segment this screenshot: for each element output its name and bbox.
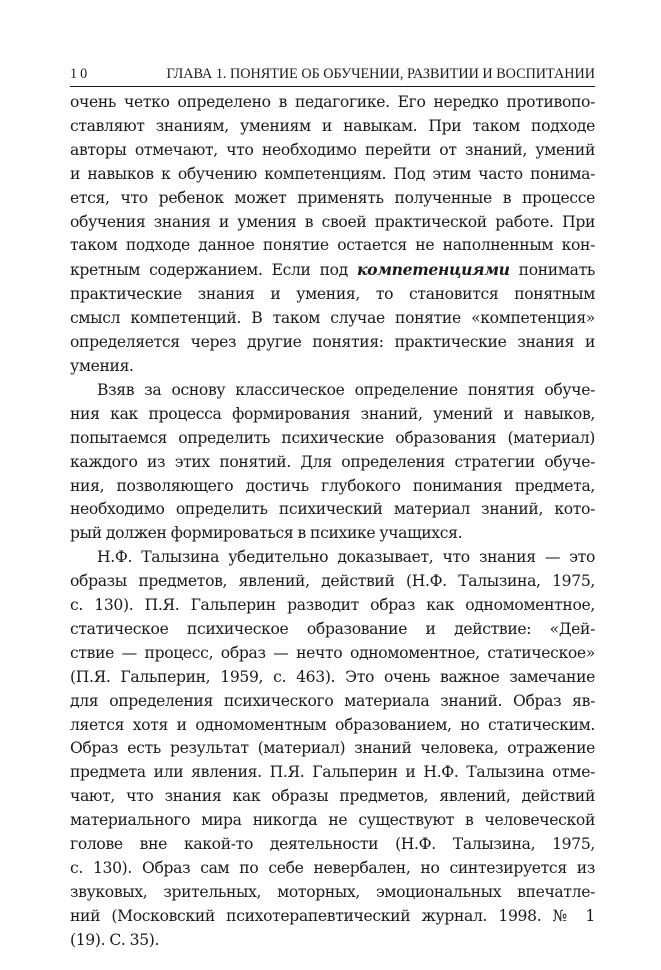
text-line: материального мира никогда не существуют в человеческой (70, 811, 595, 830)
body-text (70, 91, 595, 953)
text-line: попытаемся определить психические образования (материал) (70, 428, 595, 447)
text-line: очень четко определено в педагогике. Его нередко противопо- (70, 93, 595, 111)
text-line: предмета или явления. П.Я. Гальперин и Н.Ф. Талызина отме- (70, 763, 595, 782)
text-line: (19). С. 35). (70, 930, 160, 949)
paragraph-2 (70, 379, 595, 546)
text-line: Взяв за основу классическое определение понятия обуче- (97, 380, 595, 399)
text-line: с. 130). П.Я. Гальперин разводит образ как одномоментное, (70, 596, 595, 615)
text-line: Н.Ф. Талызина убедительно доказывает, что знания — это (97, 548, 595, 567)
text-segment: понимать (509, 261, 595, 280)
text-line: определяется через другие понятия: практические знания и (70, 333, 595, 352)
text-line: голове вне какой-то деятельности (Н.Ф. Талызина, 1975, (70, 835, 595, 854)
emphasized-term: компетенциями (356, 260, 510, 280)
text-line: звуковых, зрительных, моторных, эмоциональных впечатле- (70, 882, 595, 901)
text-line: рый должен формироваться в психике учащихся. (70, 524, 463, 543)
text-line: таком подходе данное понятие остается не наполненным кон- (70, 236, 595, 255)
text-line: статическое психическое образование и действие: «Дей- (70, 619, 595, 638)
text-line: для определения психического материала знаний. Образ яв- (70, 691, 595, 710)
text-line: авторы отмечают, что необходимо перейти от знаний, умений (70, 140, 595, 159)
page-number: 10 (70, 66, 91, 82)
text-line: ния, позволяющего достичь глубокого понимания предмета, (70, 476, 595, 495)
text-line: смысл компетенций. В таком случае понятие «компетенция» (70, 309, 595, 328)
text-line: и навыков к обучению компетенциям. Под этим часто понима- (70, 164, 595, 183)
text-line: необходимо определить психический материал знаний, кото- (70, 500, 595, 519)
text-line: (П.Я. Гальперин, 1959, с. 463). Это очень важное замечание (70, 667, 595, 686)
text-line: обучения знания и умения в своей практической работе. При (70, 212, 595, 231)
paragraph-3 (70, 546, 595, 952)
text-line: ставляют знаниям, умениям и навыкам. При таком подходе (70, 116, 595, 135)
text-line: ляется хотя и одномоментным образованием, но статическим. (70, 715, 595, 734)
running-header (70, 62, 595, 87)
text-line: каждого из этих понятий. Для определения стратегии обуче- (70, 452, 595, 471)
text-line: ния как процесса формирования знаний, умений и навыков, (70, 404, 595, 423)
text-segment: кретным содержанием. Если под (70, 261, 357, 280)
text-line: образы предметов, явлений, действий (Н.Ф. Талызина, 1975, (70, 572, 595, 591)
text-line: чают, что знания как образы предметов, явлений, действий (70, 787, 595, 806)
book-page (70, 62, 595, 953)
text-line: ется, что ребенок может применять полученные в процессе (70, 188, 595, 207)
paragraph-1 (70, 91, 595, 379)
text-line: Образ есть результат (материал) знаний человека, отражение (70, 739, 595, 758)
chapter-title: ГЛАВА 1. ПОНЯТИЕ ОБ ОБУЧЕНИИ, РАЗВИТИИ И ВОСПИТАНИИ (166, 66, 595, 82)
text-line-with-emphasis (70, 258, 595, 283)
text-line: ний (Московский психотерапевтический журнал. 1998. № 1 (70, 906, 595, 925)
text-line: с. 130). Образ сам по себе невербален, но синтезируется из (70, 859, 595, 877)
text-line: умения. (70, 356, 134, 375)
text-line: практические знания и умения, то становится понятным (70, 285, 595, 304)
text-line: ствие — процесс, образ — нечто одномоментное, статическое» (70, 643, 595, 662)
